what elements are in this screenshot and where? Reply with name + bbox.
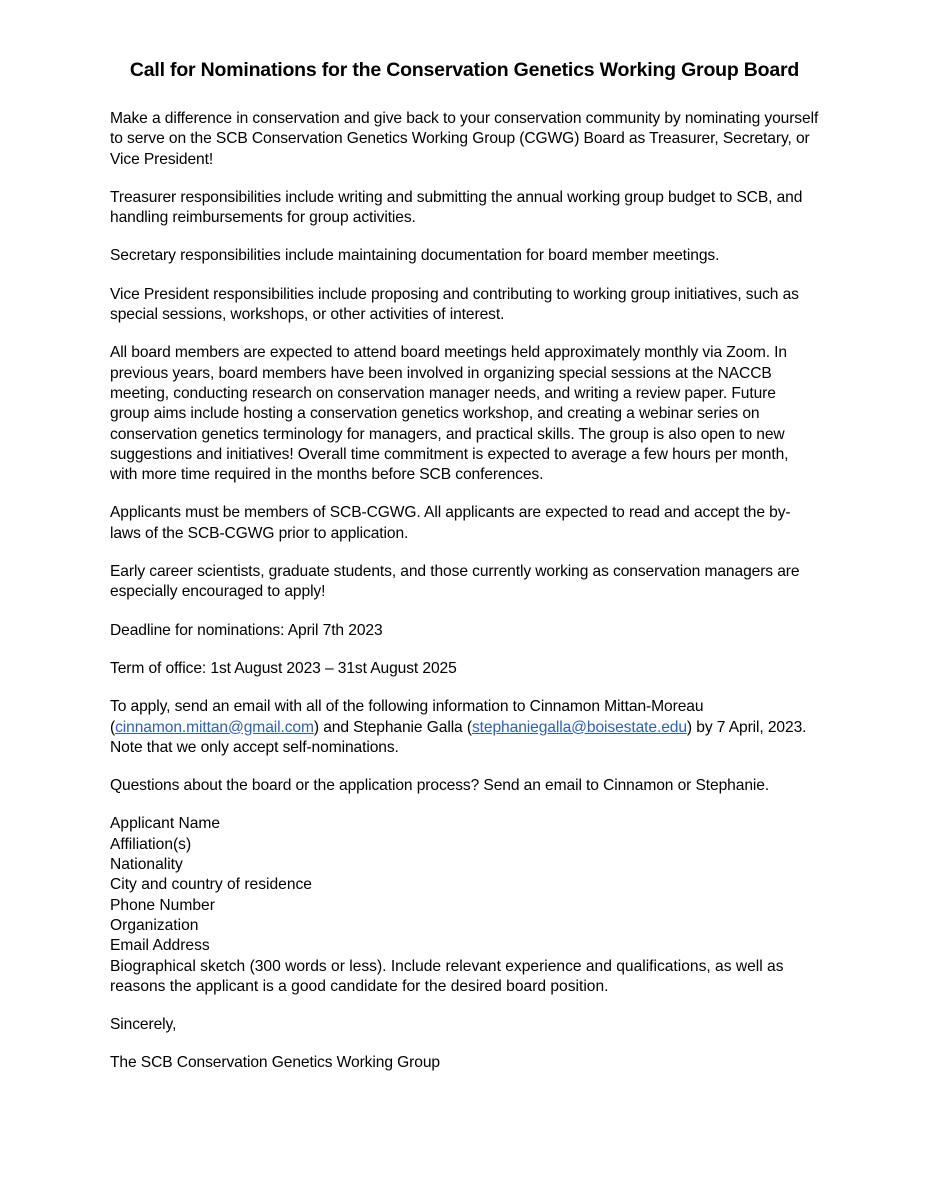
field-city-country: City and country of residence bbox=[110, 876, 312, 894]
field-bio bbox=[110, 957, 819, 998]
treasurer-label: Treasurer bbox=[110, 188, 177, 206]
intro-text-after: as Treasurer, Secretary, or Vice President! bbox=[110, 130, 810, 168]
questions-paragraph: Questions about the board or the application process? Send an email to Cinnamon or Stephanie. bbox=[110, 777, 770, 795]
field-applicant-name: Applicant Name bbox=[110, 815, 221, 833]
document-title: Call for Nominations for the Conservation Genetics Working Group Board bbox=[129, 59, 800, 81]
field-email: Email Address bbox=[110, 937, 210, 955]
field-phone: Phone Number bbox=[110, 896, 215, 914]
secretary-label: Secretary bbox=[110, 247, 176, 265]
vice-president-text: responsibilities include proposing and contributing to working group initiatives, such as special sessions, workshops, or other activities of interest. bbox=[110, 285, 799, 324]
secretary-paragraph bbox=[110, 246, 819, 266]
signature-text: The SCB Conservation Genetics Working Group bbox=[110, 1054, 440, 1072]
field-bio-label: Biographical sketch bbox=[110, 957, 246, 975]
vice-president-label: Vice President bbox=[110, 285, 209, 303]
encouragement-paragraph: Early career scientists, graduate students, and those currently working as conservation managers are especially encouraged to apply! bbox=[110, 563, 800, 601]
apply-text-1: To apply, send an email with all of the following information to Cinnamon Mittan-Moreau ( bbox=[110, 698, 704, 736]
secretary-text: responsibilities include maintaining documentation for board member meetings. bbox=[175, 247, 720, 265]
board-expectations-paragraph: All board members are expected to attend board meetings held approximately monthly via Zoom. In previous years, board members have been involved in organizing special sessions at the NACCB meeting, conducting research on conservation manager needs, and writing a review paper. Future group aims include hosting a conservation genetics workshop, and creating a webinar series on conservation genetics terminology for managers, and practical skills. The group is also open to new suggestions and initiatives! Overall time commitment is expected to average a few hours per month, with more time required in the months before SCB conferences. bbox=[110, 344, 789, 484]
intro-board-name: Conservation Genetics Working Group (CGWG) Board bbox=[251, 130, 625, 148]
term-paragraph: Term of office: 1st August 2023 – 31st August 2025 bbox=[110, 659, 457, 677]
apply-paragraph bbox=[110, 697, 819, 758]
email-link-cinnamon[interactable]: cinnamon.mittan@gmail.com bbox=[115, 718, 314, 736]
vice-president-paragraph bbox=[110, 285, 819, 326]
email-link-stephanie[interactable]: stephaniegalla@boisestate.edu bbox=[471, 718, 687, 736]
apply-text-3: ) by 7 April, 2023. Note that we only accept self-nominations. bbox=[110, 718, 807, 756]
closing-text: Sincerely, bbox=[110, 1016, 177, 1034]
field-organization: Organization bbox=[110, 916, 199, 934]
deadline-paragraph: Deadline for nominations: April 7th 2023 bbox=[110, 621, 383, 639]
application-fields-list bbox=[110, 814, 819, 997]
intro-text-before: Make a difference in conservation and give back to your conservation community by nominating yourself to serve on the SCB bbox=[110, 110, 819, 148]
treasurer-text: responsibilities include writing and submitting the annual working group budget to SCB, and handling reimbursements for group activities. bbox=[110, 188, 803, 227]
field-affiliation: Affiliation(s) bbox=[110, 835, 192, 853]
treasurer-paragraph bbox=[110, 188, 819, 229]
membership-paragraph: Applicants must be members of SCB-CGWG. All applicants are expected to read and accept the by-laws of the SCB-CGWG prior to application. bbox=[110, 504, 791, 542]
intro-paragraph bbox=[110, 109, 819, 170]
field-bio-text: (300 words or less). Include relevant experience and qualifications, as well as reasons the applicant is a good candidate for the desired board position. bbox=[110, 957, 784, 995]
apply-text-2: ) and Stephanie Galla ( bbox=[313, 718, 472, 736]
field-nationality: Nationality bbox=[110, 856, 183, 874]
